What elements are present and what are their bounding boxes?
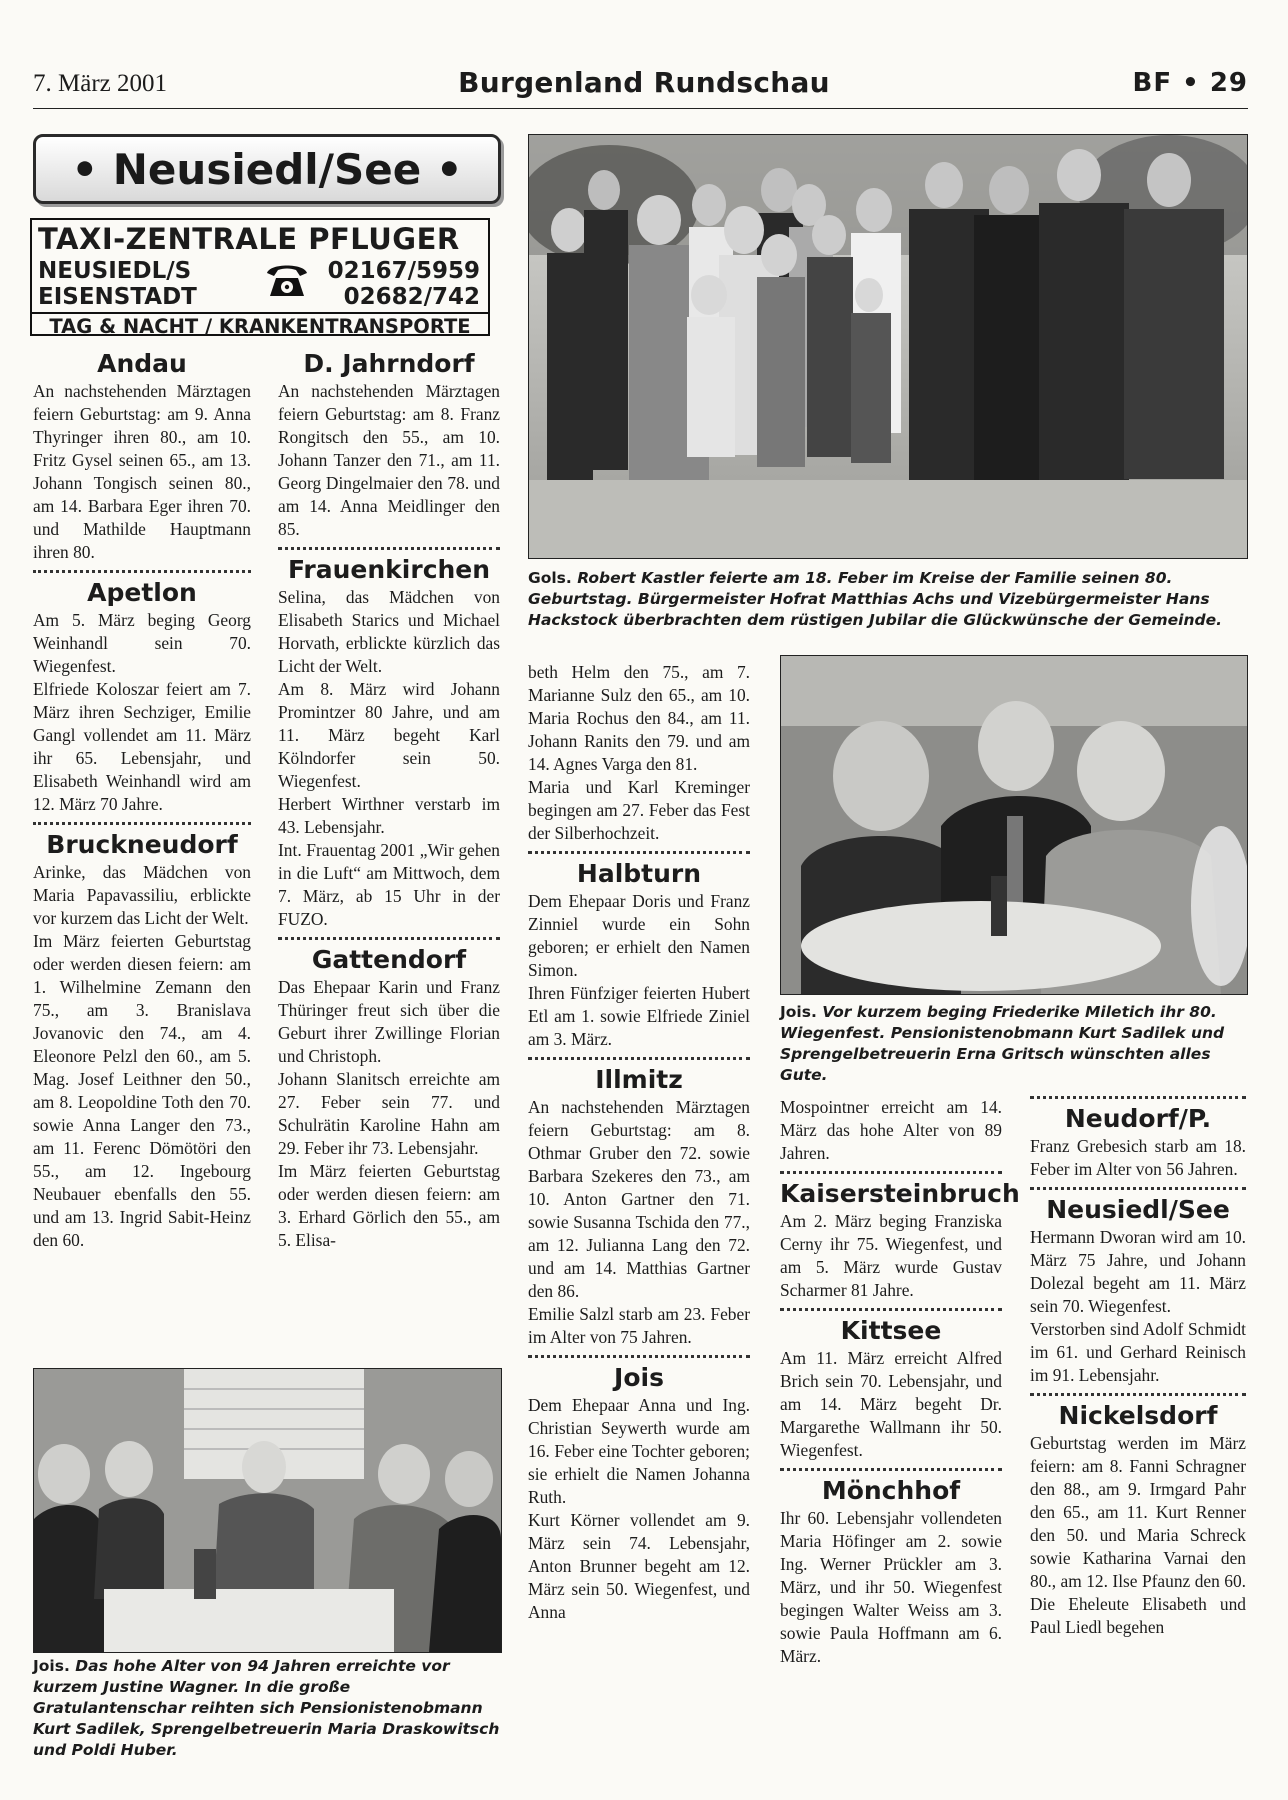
place-heading: Mönchhof [821, 1476, 961, 1505]
caption-location: Jois. [780, 1003, 817, 1021]
article-paragraph: Franz Grebesich starb am 18. Feber im Alter von 56 Jahren. [1030, 1136, 1246, 1179]
section-divider [780, 1468, 1002, 1471]
article-paragraph: Am 5. März beging Georg Weinhandl sein 70. Wiegenfest. [33, 610, 251, 676]
article-paragraph: Johann Slanitsch erreichte am 27. Feber sein 77. und Schulrätin Karoline Hahn am 29. Feber ihr 73. Lebensjahr. [278, 1069, 500, 1158]
article-paragraph: Mospointner erreicht am 14. März das hohe Alter von 89 Jahren. [780, 1097, 1002, 1163]
article-paragraph: Hermann Dworan wird am 10. März 75 Jahre, und Johann Dolezal begeht am 11. März sein 70. Wiegenfest. [1030, 1227, 1246, 1316]
article-paragraph: An nachstehenden Märztagen feiern Geburtstag: am 9. Anna Thyringer ihren 80., am 10. Fritz Gysel seinen 65., am 13. Johann Tongisch seinen 80., am 14. Barbara Eger ihren 70. und Mathilde Hauptmann ihren 80. [33, 381, 251, 562]
article-paragraph: Dem Ehepaar Doris und Franz Zinniel wurde ein Sohn geboren; er erhielt den Namen Simon. [528, 891, 750, 980]
section-divider [33, 822, 251, 825]
section-divider [528, 1057, 750, 1060]
section-divider [528, 1355, 750, 1358]
article-paragraph: Int. Frauentag 2001 „Wir gehen in die Luft“ am Mittwoch, dem 7. März, ab 15 Uhr in der FUZO. [278, 840, 500, 929]
photo-image [34, 1369, 501, 1652]
article-paragraph: Maria und Karl Kreminger begingen am 27. Feber das Fest der Silberhochzeit. [528, 777, 750, 843]
ad-city-2: EISENSTADT [38, 284, 197, 310]
place-heading: Jois [614, 1363, 664, 1392]
article-paragraph: Am 2. März beging Franziska Cerny ihr 75. Wiegenfest, und am 5. März wurde Gustav Scharmer 81 Jahre. [780, 1211, 1002, 1300]
telephone-icon [264, 260, 310, 300]
issue-date: 7. März 2001 [33, 70, 167, 97]
article-paragraph: Elfriede Koloszar feiert am 7. März ihren Sechziger, Emilie Gangl vollendet am 11. März ihr 65. Lebensjahr, und Elisabeth Weinhandl wird am 12. März 70 Jahre. [33, 679, 251, 814]
ad-phone-2: 02682/742 [343, 284, 480, 310]
place-heading: Apetlon [87, 578, 197, 607]
article-paragraph: Selina, das Mädchen von Elisabeth Starics und Michael Horvath, erblickte kürzlich das Licht der Welt. [278, 587, 500, 676]
place-heading: Neudorf/P. [1064, 1104, 1212, 1133]
column-4 [780, 1096, 1020, 1668]
place-heading: Kittsee [840, 1316, 942, 1345]
ad-headline: TAXI-ZENTRALE PFLUGER [38, 222, 460, 256]
place-heading: D. Jahrndorf [303, 349, 475, 378]
section-divider [33, 570, 251, 573]
photo-jois-wagner [33, 1368, 502, 1653]
section-divider [278, 937, 500, 940]
section-divider [780, 1171, 1002, 1174]
place-heading: Kaisersteinbruch [780, 1179, 1020, 1208]
photo-gols-family [528, 134, 1248, 559]
section-divider [780, 1308, 1002, 1311]
article-paragraph: Kurt Körner vollendet am 9. März sein 74. Lebensjahr, Anton Brunner begeht am 12. März sein 50. Wiegenfest, und Anna [528, 1510, 750, 1622]
place-heading: Nickelsdorf [1058, 1401, 1218, 1430]
caption-location: Gols. [528, 569, 572, 587]
article-paragraph: Emilie Salzl starb am 23. Feber im Alter von 75 Jahren. [528, 1304, 750, 1347]
section-divider [1030, 1187, 1246, 1190]
place-heading: Bruckneudorf [46, 830, 238, 859]
caption-text: Robert Kastler feierte am 18. Feber im Kreise der Familie seinen 80. Geburtstag. Bürgermeister Hofrat Matthias Achs und Vizebürgermeister Hans Hackstock überbrachten dem rüstigen Jubilar die Glückwünsche der Gemeinde. [528, 569, 1223, 629]
article-paragraph: An nachstehenden Märztagen feiern Geburtstag: am 8. Othmar Gruber den 72. sowie Barbara Szekeres den 73., am 10. Anton Gartner den 71. sowie Susanna Tschida den 77., am 12. Julianna Lang den 72. und am 14. Matthias Gartner den 86. [528, 1097, 750, 1301]
article-paragraph: Ihr 60. Lebensjahr vollendeten Maria Höfinger am 2. sowie Ing. Werner Prückler am 3. März, und ihr 50. Wiegenfest begingen Walter Weiss am 3. sowie Paula Hoffmann am 6. März. [780, 1508, 1002, 1666]
place-heading: Gattendorf [311, 945, 467, 974]
caption-text: Das hohe Alter von 94 Jahren erreichte vor kurzem Justine Wagner. In die große Gratulantenschar reihten sich Pensionistenobmann Kurt Sadilek, Sprengelbetreuerin Maria Draskowitsch und Poldi Huber. [33, 1657, 500, 1759]
page-number: BF • 29 [1132, 68, 1248, 98]
article-paragraph: Dem Ehepaar Anna und Ing. Christian Seywerth wurde am 16. Feber eine Tochter geboren; sie erhielt die Namen Johanna Ruth. [528, 1395, 750, 1507]
newspaper-title: Burgenland Rundschau [458, 66, 830, 99]
photo-image [781, 656, 1247, 994]
photo-jois-miletich [780, 655, 1248, 995]
article-paragraph: Herbert Wirthner verstarb im 43. Lebensjahr. [278, 794, 500, 837]
article-paragraph: Am 8. März wird Johann Promintzer 80 Jahre, und am 11. März begeht Karl Kölndorfer sein 50. Wiegenfest. [278, 679, 500, 791]
article-paragraph: An nachstehenden Märztagen feiern Geburtstag: am 8. Franz Rongitsch den 55., am 10. Johann Tanzer den 71., am 11. Georg Dingelmaier den 78. und am 14. Anna Meidlinger den 85. [278, 381, 500, 539]
ad-city-1: NEUSIEDL/S [38, 258, 192, 284]
section-divider [1030, 1096, 1246, 1099]
caption-location: Jois. [33, 1657, 70, 1675]
column-1 [33, 346, 251, 1252]
section-divider [1030, 1393, 1246, 1396]
article-paragraph: Im März feierten Geburtstag oder werden diesen feiern: am 1. Wilhelmine Zemann den 75., am 3. Branislava Jovanovic den 74., am 4. Eleonore Pelzl den 60., am 5. Mag. Josef Leithner den 50., am 8. Leopoldine Toth den 70. sowie Anna Langer den 73., am 11. Ferenc Dömötöri den 55., am 12. Ingebourg Neubauer ebenfalls den 55. und am 13. Ingrid Sabit-Heinz den 60. [33, 931, 251, 1250]
caption-text: Vor kurzem beging Friederike Miletich ihr 80. Wiegenfest. Pensionistenobmann Kurt Sadilek und Sprengelbetreuerin Erna Gritsch wünschten alles Gute. [780, 1003, 1225, 1084]
place-heading: Halbturn [576, 859, 702, 888]
place-heading: Frauenkirchen [287, 555, 491, 584]
place-heading: Andau [97, 349, 187, 378]
column-3 [528, 661, 750, 1624]
place-heading: Illmitz [595, 1065, 683, 1094]
caption-jois-miletich [780, 1002, 1246, 1086]
section-divider [278, 547, 500, 550]
caption-gols [528, 568, 1246, 631]
article-paragraph: Am 11. März erreicht Alfred Brich sein 70. Lebensjahr, und am 14. März begeht Dr. Margarethe Wallmann ihr 50. Wiegenfest. [780, 1348, 1002, 1460]
article-paragraph: Das Ehepaar Karin und Franz Thüringer freut sich über die Geburt ihrer Zwillinge Florian und Christoph. [278, 977, 500, 1066]
column-5 [1030, 1096, 1246, 1639]
taxi-advertisement [30, 218, 490, 336]
article-paragraph: Ihren Fünfziger feierten Hubert Etl am 1. sowie Elfriede Ziniel am 3. März. [528, 983, 750, 1049]
photo-image [529, 135, 1247, 558]
column-2 [278, 346, 500, 1252]
caption-jois-wagner [33, 1656, 500, 1761]
article-paragraph: Arinke, das Mädchen von Maria Papavassiliu, erblickte vor kurzem das Licht der Welt. [33, 862, 251, 928]
article-paragraph: Im März feierten Geburtstag oder werden diesen feiern: am 3. Erhard Görlich den 55., am 5. Elisa- [278, 1161, 500, 1250]
header-rule [33, 108, 1248, 109]
article-paragraph: beth Helm den 75., am 7. Marianne Sulz den 65., am 10. Maria Rochus den 84., am 11. Johann Ranits den 79. und am 14. Agnes Varga den 81. [528, 662, 750, 774]
ad-phone-1: 02167/5959 [327, 258, 480, 284]
ad-tagline: TAG & NACHT / KRANKENTRANSPORTE [32, 312, 488, 338]
place-heading: Neusiedl/See [1046, 1195, 1230, 1224]
article-paragraph: Verstorben sind Adolf Schmidt im 61. und Gerhard Reinisch im 91. Lebensjahr. [1030, 1319, 1246, 1385]
article-paragraph: Geburtstag werden im März feiern: am 8. Fanni Schragner den 88., am 9. Irmgard Pahr den 65., am 11. Kurt Renner den 50. und Maria Schreck sowie Katharina Varnai den 80., am 12. Ilse Pfaunz den 60. Die Eheleute Elisabeth und Paul Liedl begehen [1030, 1433, 1246, 1637]
region-banner: • Neusiedl/See • [33, 134, 501, 204]
section-divider [528, 851, 750, 854]
